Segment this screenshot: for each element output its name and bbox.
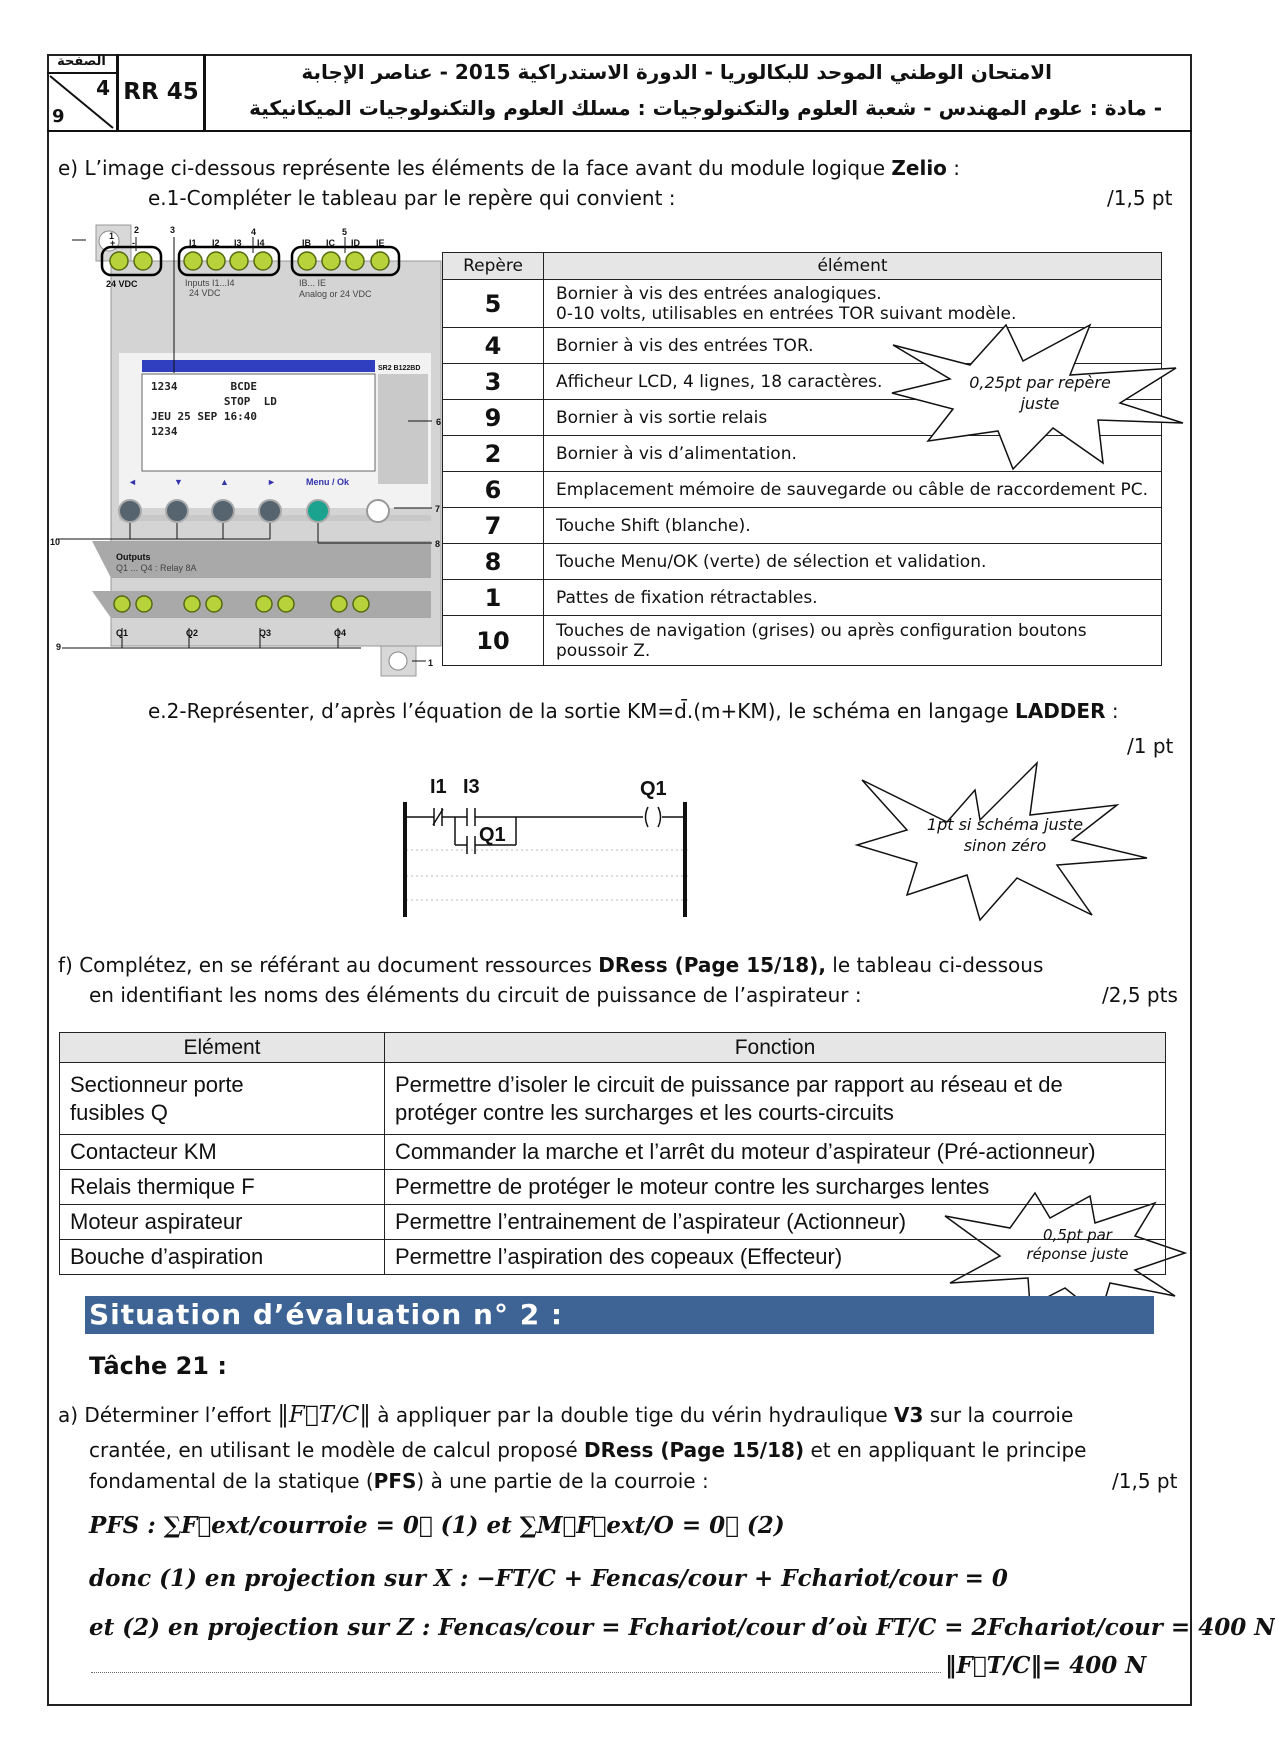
exam-code: RR 45 [119, 54, 206, 130]
supply-label: 24 VDC [106, 279, 138, 289]
q2-label: Q2 [186, 628, 199, 638]
page-total: 9 [52, 106, 65, 127]
fonction-cell: Commander la marche et l’arrêt du moteur d’aspirateur (Pré-actionneur) [385, 1135, 1166, 1170]
element-cell: Touche Menu/OK (verte) de sélection et validation. [544, 544, 1162, 580]
callout-7: 7 [435, 504, 441, 514]
table-row [443, 580, 1162, 616]
outputs-label: Outputs [116, 552, 151, 562]
question-e2-text: e.2-Représenter, d’après l’équation de la sortie KM=d̄.(m+KM), le schéma en langage [148, 699, 1015, 723]
fonction-cell: Permettre l’entrainement de l’aspirateur (Actionneur) [385, 1205, 1166, 1240]
points-e1: /1,5 pt [1107, 186, 1173, 210]
q4-label: Q4 [334, 628, 347, 638]
table-row [60, 1170, 1166, 1205]
dress-bold: DRess (Page 15/18), [598, 953, 826, 977]
page-cell [47, 54, 119, 130]
star-3-line-2: réponse juste [1026, 1245, 1129, 1263]
contact-i3-label: I3 [463, 776, 480, 798]
question-a-line1 [58, 1402, 1073, 1428]
element-cell: Bornier à vis sortie relais [544, 400, 1162, 436]
table-row [443, 508, 1162, 544]
outputs-relay: Q1 ... Q4 : Relay 8A [116, 563, 197, 573]
fonction-cell: Permettre de protéger le moteur contre les surcharges lentes [385, 1170, 1166, 1205]
star-1-text [960, 372, 1120, 414]
ladder-bold: LADDER [1014, 699, 1106, 723]
table-row [60, 1240, 1166, 1275]
points-f: /2,5 pts [1102, 983, 1178, 1007]
label-i2: I2 [212, 238, 220, 248]
zelio-module-diagram [50, 223, 442, 678]
table-row [443, 472, 1162, 508]
label-ib: IB [302, 238, 311, 248]
col-element: élément [544, 253, 1162, 280]
repere-cell[interactable]: 7 [443, 508, 544, 544]
question-f [58, 953, 1043, 977]
element-cell: Pattes de fixation rétractables. [544, 580, 1162, 616]
question-a-line2 [89, 1438, 1086, 1462]
contact-q1-label: Q1 [479, 824, 506, 846]
repere-cell[interactable]: 10 [443, 616, 544, 666]
question-e2-colon: : [1105, 699, 1119, 723]
coil-q1-label: Q1 [640, 778, 667, 800]
nav-right-icon: ► [267, 477, 276, 487]
lcd-line-2: STOP LD [151, 395, 277, 408]
points-a: /1,5 pt [1112, 1469, 1178, 1493]
question-f-tail: le tableau ci-dessous [825, 953, 1044, 977]
menu-ok-label: Menu / Ok [306, 477, 350, 487]
zelio-bold: Zelio [891, 156, 947, 180]
fonction-line-1: Permettre d’isoler le circuit de puissance par rapport au réseau et de [395, 1071, 1063, 1097]
callout-8: 8 [435, 539, 441, 549]
callout-1b: 1 [428, 658, 434, 668]
col-fonction: Fonction [385, 1033, 1166, 1063]
element-cell: Bornier à vis d’alimentation. [544, 436, 1162, 472]
answer-projection-x: donc (1) en projection sur X : −FT/C + Fencas/cour + Fchariot/cour = 0 [89, 1565, 1008, 1592]
callout-4: 4 [251, 227, 257, 237]
question-f-line2: en identifiant les noms des éléments du circuit de puissance de l’aspirateur : [89, 983, 862, 1007]
answer-dotted-line [91, 1672, 941, 1673]
label-i1: I1 [189, 238, 197, 248]
analog-label: IB... IE [299, 278, 327, 288]
question-e-colon: : [946, 156, 961, 180]
repere-cell[interactable]: 1 [443, 580, 544, 616]
question-a-text-3: sur la courroie [923, 1403, 1074, 1427]
element-line-1: Bornier à vis des entrées analogiques. [556, 283, 882, 304]
repere-cell[interactable]: 6 [443, 472, 544, 508]
answer-projection-z: et (2) en projection sur Z : Fencas/cour = Fchariot/cour d’où FT/C = 2Fchariot/cour = 400 N [89, 1614, 1275, 1641]
section-banner: Situation d’évaluation n° 2 : [85, 1296, 1154, 1334]
element-cell [544, 616, 1162, 666]
repere-cell[interactable]: 5 [443, 280, 544, 328]
callout-9: 9 [56, 642, 62, 652]
repere-cell[interactable]: 9 [443, 400, 544, 436]
answer-pfs: PFS : ∑F⃗ext/courroie = 0⃗ (1) et ∑M⃗F⃗ext/O = 0⃗ (2) [89, 1512, 785, 1539]
nav-left-icon: ◄ [128, 477, 137, 487]
nav-up-icon: ▲ [220, 477, 229, 487]
star-2-line-2: sinon zéro [963, 836, 1047, 855]
points-e2: /1 pt [1127, 734, 1174, 758]
question-f-text: f) Complétez, en se référant au document ressources [58, 953, 599, 977]
star-1-line-2: juste [1020, 394, 1060, 413]
element-line-1: Sectionneur porte [70, 1071, 244, 1097]
element-cell[interactable]: Bouche d’aspiration [60, 1240, 385, 1275]
repere-cell[interactable]: 3 [443, 364, 544, 400]
question-a-line3 [89, 1469, 709, 1493]
question-a-text-2: à appliquer par la double tige du vérin hydraulique [370, 1403, 895, 1427]
question-a-text: a) Déterminer l’effort [58, 1403, 278, 1427]
label-plus: + [110, 238, 116, 248]
question-a-line3-tail: ) à une partie de la courroie : [416, 1469, 709, 1493]
q3-label: Q3 [259, 628, 272, 638]
label-ie: IE [376, 238, 385, 248]
col-element: Elément [60, 1033, 385, 1063]
element-cell: Emplacement mémoire de sauvegarde ou câble de raccordement PC. [544, 472, 1162, 508]
label-i4: I4 [257, 238, 265, 248]
q1-label: Q1 [116, 628, 129, 638]
contact-i1-label: I1 [430, 776, 447, 798]
element-cell[interactable] [60, 1063, 385, 1135]
inputs-label: Inputs I1...I4 [185, 278, 235, 288]
repere-cell[interactable]: 8 [443, 544, 544, 580]
star-3-line-1: 0,5pt par [1043, 1226, 1112, 1244]
element-cell: Touche Shift (blanche). [544, 508, 1162, 544]
callout-2: 2 [134, 225, 140, 235]
element-cell [544, 280, 1162, 328]
header-line-1: الامتحان الوطني الموحد للبكالوريا - الدورة الاستدراكية 2015 - عناصر الإجابة [301, 60, 1052, 84]
model-label: SR2 B122BD [378, 365, 421, 372]
callout-1: 1 [109, 231, 115, 241]
label-id: ID [351, 238, 360, 248]
callout-5: 5 [342, 227, 348, 237]
star-2-text [925, 814, 1085, 856]
page-label: الصفحة [47, 54, 116, 74]
dress-bold-a: DRess (Page 15/18) [584, 1438, 805, 1462]
fonction-cell [385, 1063, 1166, 1135]
element-cell: Bornier à vis des entrées TOR. [544, 328, 1162, 364]
repere-cell[interactable]: 2 [443, 436, 544, 472]
fonction-cell: Permettre l’aspiration des copeaux (Effecteur) [385, 1240, 1166, 1275]
table-row [443, 544, 1162, 580]
label-minus: - [132, 238, 135, 248]
v3-bold: V3 [894, 1403, 924, 1427]
force-norm: ‖F⃗T/C‖ [277, 1402, 371, 1428]
element-cell: Afficheur LCD, 4 lignes, 18 caractères. [544, 364, 1162, 400]
element-line-1: Touches de navigation (grises) ou après configuration boutons [556, 620, 1087, 641]
label-ic: IC [326, 238, 335, 248]
lcd-line-4: 1234 [151, 425, 178, 438]
col-repere: Repère [443, 253, 544, 280]
inputs-voltage: 24 VDC [189, 288, 221, 298]
lcd-line-3: JEU 25 SEP 16:40 [151, 410, 257, 423]
question-a-line2-tail: et en appliquant le principe [804, 1438, 1087, 1462]
callout-3: 3 [170, 225, 176, 235]
table-row [443, 616, 1162, 666]
question-a-line3-text: fondamental de la statique ( [89, 1469, 374, 1493]
pfs-bold: PFS [373, 1469, 417, 1493]
question-a-line2-text: crantée, en utilisant le modèle de calcul proposé [89, 1438, 585, 1462]
callout-6: 6 [436, 417, 442, 427]
page-number: 4 [96, 76, 110, 100]
element-cell[interactable]: Relais thermique F [60, 1170, 385, 1205]
element-line-2: 0-10 volts, utilisables en entrées TOR suivant modèle. [556, 303, 1017, 324]
answer-result: ‖F⃗T/C‖= 400 N [945, 1652, 1147, 1679]
star-3-text [1010, 1226, 1145, 1264]
table-row [60, 1063, 1166, 1135]
callout-10: 10 [50, 537, 61, 547]
star-1-line-1: 0,25pt par repère [969, 373, 1111, 392]
element-cell[interactable]: Moteur aspirateur [60, 1205, 385, 1240]
table-row [60, 1205, 1166, 1240]
star-2-line-1: 1pt si schéma juste [926, 815, 1084, 834]
question-e-text: e) L’image ci-dessous représente les éléments de la face avant du module logique [58, 156, 892, 180]
element-cell[interactable]: Contacteur KM [60, 1135, 385, 1170]
nav-down-icon: ▼ [174, 477, 183, 487]
label-i3: I3 [234, 238, 242, 248]
analog-voltage: Analog or 24 VDC [299, 289, 372, 299]
ladder-diagram [400, 770, 700, 920]
question-e1: e.1-Compléter le tableau par le repère qui convient : [148, 186, 676, 210]
lcd-line-1: 1234 BCDE [151, 380, 257, 393]
element-line-2: poussoir Z. [556, 640, 651, 661]
question-e2 [148, 699, 1119, 723]
question-e [58, 156, 960, 180]
table-row [60, 1135, 1166, 1170]
table-row [443, 280, 1162, 328]
element-line-2: fusibles Q [70, 1099, 168, 1125]
task-title: Tâche 21 : [89, 1352, 227, 1380]
fonction-line-2: protéger contre les surcharges et les courts-circuits [395, 1099, 894, 1125]
power-circuit-table [59, 1032, 1166, 1275]
repere-cell[interactable]: 4 [443, 328, 544, 364]
header [47, 54, 1192, 132]
header-line-2: - مادة : علوم المهندس - شعبة العلوم والتكنولوجيات : مسلك العلوم والتكنولوجيات الميكانيكية [249, 96, 1162, 120]
